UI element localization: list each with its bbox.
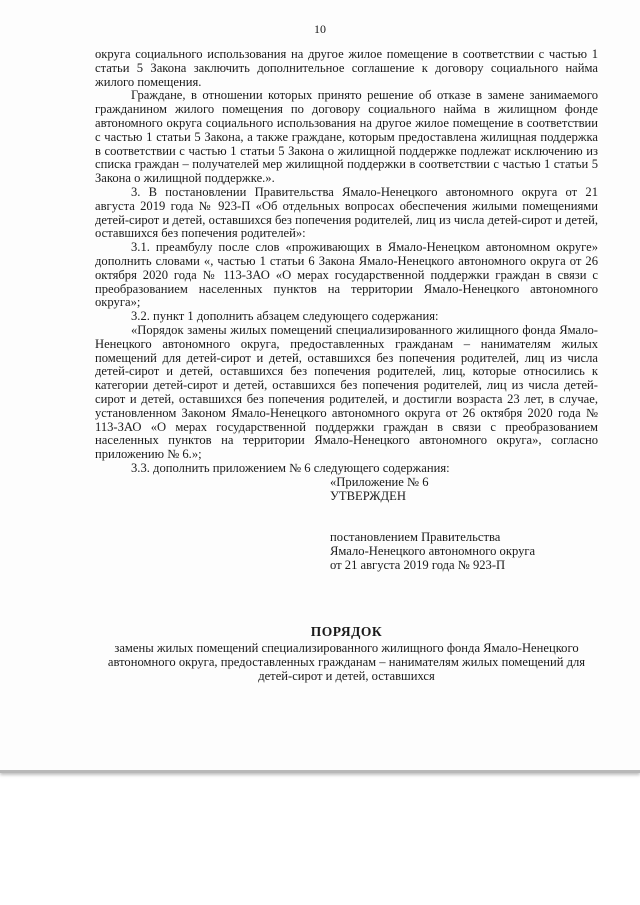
paragraph-item-3-1: 3.1. преамбулу после слов «проживающих в Ямало-Ненецком автономном округе» дополнить словами «, частью 1 статьи 6 Закона Ямало-Ненецкого автономного округа от 26 октября 2020 года № 113-ЗАО «О мерах государственной поддержки граждан в связи с преобразованием населенных пунктов на территории Ямало-Ненецкого автономного округа»;: [95, 240, 598, 310]
paragraph-continuation: округа социального использования на другое жилое помещение в соответствии с частью 1 статьи 5 Закона заключить дополнительное соглашение к договору социального найма жилого помещения.: [95, 47, 598, 89]
page-number: 10: [314, 22, 326, 36]
appendix-approval-block: [330, 476, 598, 573]
approved-by-date: от 21 августа 2019 года № 923-П: [330, 557, 506, 572]
paragraph-procedure-quote: «Порядок замены жилых помещений специализированного жилищного фонда Ямало-Ненецкого автономного округа, предоставленных гражданам – нанимателям жилых помещений для детей-сирот и детей, оставшихся без попечения родителей, лиц из числа детей-сирот и детей, оставшихся без попечения родителей, лиц, которые относились к категории детей-сирот и детей, оставшихся без попечения родителей, лиц из числа детей-сирот и детей, оставшихся без попечения родителей, и достигли возраста 23 лет, в случае, установленном Законом Ямало-Ненецкого автономного округа от 26 октября 2020 года № 113-ЗАО «О мерах государственной поддержки граждан в связи с преобразованием населенных пунктов на территории Ямало-Ненецкого автономного округа», согласно приложению № 6.»;: [95, 322, 598, 462]
paragraph-citizens-refusal: Граждане, в отношении которых принято решение об отказе в замене занимаемого гражданином жилого помещения по договору социального найма в жилищном фонде автономного округа социального использования на другое жилое помещение в соответствии с частью 1 статьи 5 Закона, а также граждане, которым предоставлена жилищная поддержка в соответствии с частью 1 статьи 5 Закона о жилищной поддержке подлежат исключению из списка граждан – получателей мер жилищной поддержки в соответствии с частью 1 статьи 5 Закона о жилищной поддержке.».: [95, 88, 598, 186]
approved-by-region: Ямало-Ненецкого автономного округа: [330, 544, 536, 559]
paragraph-item-3: 3. В постановлении Правительства Ямало-Ненецкого автономного округа от 21 августа 2019 года № 923-П «Об отдельных вопросах обеспечения жилыми помещениями детей-сирот и детей, оставшихся без попечения родителей, лиц из числа детей-сирот и детей, оставшихся без попечения родителей»:: [95, 184, 598, 241]
document-body: [95, 48, 598, 684]
approved-label: УТВЕРЖДЕН: [330, 488, 406, 503]
paragraph-item-3-2: 3.2. пункт 1 дополнить абзацем следующего содержания:: [131, 309, 439, 324]
procedure-title: ПОРЯДОК: [310, 623, 383, 639]
appendix-number: «Приложение № 6: [330, 474, 429, 489]
procedure-subtitle: замены жилых помещений специализированного жилищного фонда Ямало-Ненецкого автономного округа, предоставленных гражданам – нанимателям жилых помещений для детей-сирот и детей, оставшихся: [107, 641, 586, 684]
approved-by-line: постановлением Правительства: [330, 530, 501, 545]
paragraph-item-3-3: 3.3. дополнить приложением № 6 следующего содержания:: [131, 460, 450, 475]
